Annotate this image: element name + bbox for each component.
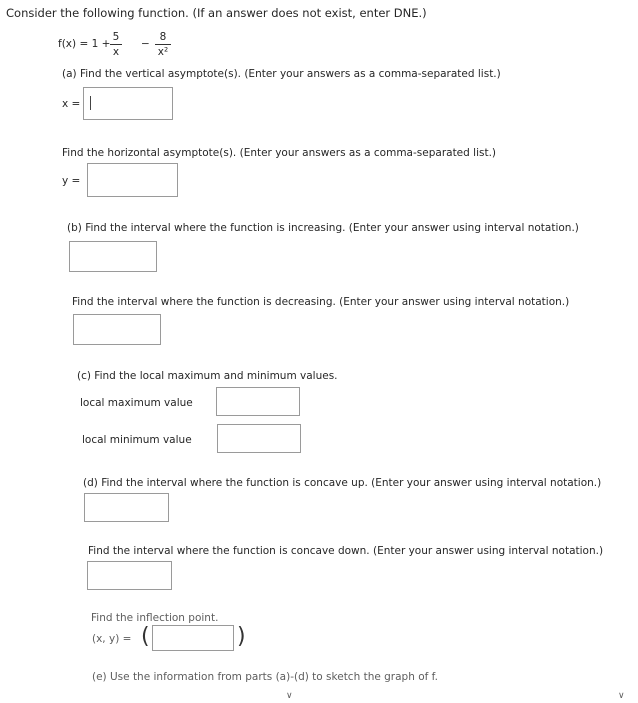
concave-up-input[interactable] — [84, 493, 169, 522]
concave-down-question: Find the interval where the function is concave down. (Enter your answer using interval notation.) — [88, 545, 604, 557]
fraction-denominator: x² — [157, 46, 169, 58]
local-min-label: local minimum value — [82, 434, 192, 446]
increasing-question: (b) Find the interval where the function is increasing. (Enter your answer using interval notation.) — [67, 222, 579, 234]
intro-text: Consider the following function. (If an answer does not exist, enter DNE.) — [6, 6, 427, 20]
concave-up-question: (d) Find the interval where the function is concave up. (Enter your answer using interval notation.) — [83, 477, 602, 489]
y-label: y = — [62, 175, 81, 187]
local-max-label: local maximum value — [80, 397, 193, 409]
horizontal-asymptote-input[interactable] — [87, 163, 178, 197]
footer-mark-right: ∨ — [618, 691, 625, 701]
vertical-asymptote-input[interactable] — [83, 87, 173, 120]
minus-sign: − — [141, 38, 150, 50]
open-paren: ( — [141, 624, 150, 649]
inflection-question: Find the inflection point. — [91, 612, 219, 624]
sketch-instruction: (e) Use the information from parts (a)-(d) to sketch the graph of f. — [92, 671, 438, 683]
local-extrema-question: (c) Find the local maximum and minimum values. — [77, 370, 338, 382]
decreasing-question: Find the interval where the function is decreasing. (Enter your answer using interval notation.) — [72, 296, 570, 308]
x-label: x = — [62, 98, 81, 110]
increasing-interval-input[interactable] — [69, 241, 157, 272]
inflection-point-input[interactable] — [152, 625, 234, 651]
close-paren: ) — [237, 624, 246, 649]
function-lhs: f(x) = 1 + — [58, 38, 111, 50]
horizontal-asymptote-question: Find the horizontal asymptote(s). (Enter your answers as a comma-separated list.) — [62, 147, 497, 159]
footer-mark-left: ∨ — [286, 691, 293, 701]
concave-down-input[interactable] — [87, 561, 172, 590]
fraction-numerator: 5 — [112, 31, 120, 43]
local-min-input[interactable] — [217, 424, 301, 453]
local-max-input[interactable] — [216, 387, 300, 416]
text-cursor — [90, 96, 91, 110]
vertical-asymptote-question: (a) Find the vertical asymptote(s). (Enter your answers as a comma-separated list.) — [62, 68, 501, 80]
fraction-5-over-x — [110, 31, 122, 58]
fraction-8-over-x2 — [155, 31, 171, 58]
fraction-denominator: x — [112, 46, 120, 58]
xy-label: (x, y) = — [92, 633, 132, 645]
decreasing-interval-input[interactable] — [73, 314, 161, 345]
fraction-numerator: 8 — [159, 31, 167, 43]
